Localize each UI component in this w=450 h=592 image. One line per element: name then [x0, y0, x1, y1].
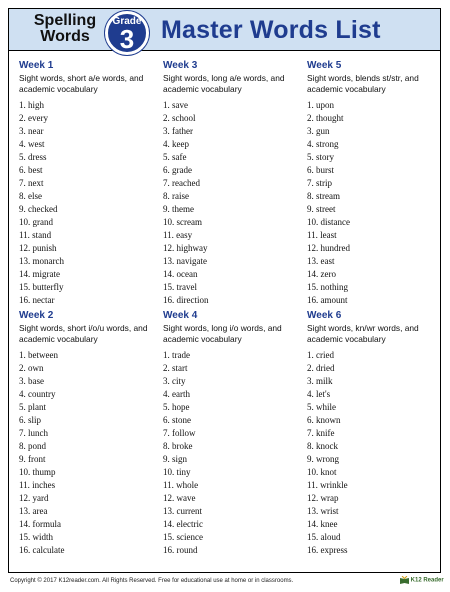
k12reader-logo[interactable] [400, 576, 444, 584]
list-item: 7. strip [307, 178, 333, 188]
week-title: Week 4 [163, 310, 198, 321]
list-item: 12. wrap [307, 493, 339, 503]
list-item: 2. every [19, 113, 48, 123]
list-item: 11. whole [163, 480, 199, 490]
list-item: 3. base [19, 376, 44, 386]
grade-label: Grade [112, 16, 142, 27]
list-item: 12. hundred [307, 243, 350, 253]
list-item: 12. punish [19, 243, 57, 253]
list-item: 4. earth [163, 389, 190, 399]
list-item: 14. electric [163, 519, 203, 529]
word-list [19, 99, 154, 307]
list-item: 5. dress [19, 152, 47, 162]
week-title: Week 6 [307, 310, 342, 321]
list-item: 12. wave [163, 493, 196, 503]
list-item: 16. calculate [19, 545, 65, 555]
list-item: 15. nothing [307, 282, 349, 292]
list-item: 3. near [19, 126, 44, 136]
list-item: 8. raise [163, 191, 189, 201]
list-item: 3. gun [307, 126, 330, 136]
list-item: 16. nectar [19, 295, 55, 305]
list-item: 16. direction [163, 295, 209, 305]
list-item: 16. amount [307, 295, 348, 305]
list-item: 5. while [307, 402, 336, 412]
list-item: 11. wrinkle [307, 480, 348, 490]
word-list [163, 349, 298, 557]
list-item: 6. burst [307, 165, 334, 175]
list-item: 1. between [19, 350, 58, 360]
list-item: 9. front [19, 454, 46, 464]
list-item: 6. slip [19, 415, 42, 425]
page-title: Master Words List [161, 16, 381, 44]
list-item: 4. keep [163, 139, 189, 149]
list-item: 3. city [163, 376, 186, 386]
list-item: 2. own [19, 363, 44, 373]
list-item: 8. broke [163, 441, 193, 451]
list-item: 15. science [163, 532, 203, 542]
brand-line-2: Words [40, 28, 90, 45]
list-item: 7. knife [307, 428, 335, 438]
brand-line-1: Spelling [33, 12, 97, 29]
list-item: 5. safe [163, 152, 187, 162]
copyright-footer: Copyright © 2017 K12reader.com. All Rights Reserved. Free for educational use at home or in classrooms. [10, 578, 294, 584]
list-item: 10. thump [19, 467, 56, 477]
list-item: 13. navigate [163, 256, 207, 266]
week-4-column [163, 309, 298, 557]
list-item: 1. high [19, 100, 45, 110]
week-description: Sight words, long i/o words, and academic vocabulary [163, 323, 282, 344]
spelling-words-brand [25, 13, 105, 45]
list-item: 2. thought [307, 113, 344, 123]
list-item: 9. street [307, 204, 336, 214]
list-item: 1. trade [163, 350, 190, 360]
list-item: 1. upon [307, 100, 334, 110]
list-item: 5. story [307, 152, 334, 162]
list-item: 15. travel [163, 282, 197, 292]
list-item: 9. wrong [307, 454, 339, 464]
list-item: 9. sign [163, 454, 188, 464]
list-item: 5. plant [19, 402, 46, 412]
list-item: 13. current [163, 506, 202, 516]
logo-text: K12 Reader [410, 577, 444, 584]
list-item: 13. area [19, 506, 48, 516]
list-item: 6. stone [163, 415, 191, 425]
week-description: Sight words, kn/wr words, and academic vocabulary [307, 323, 419, 344]
list-item: 12. yard [19, 493, 49, 503]
week-description: Sight words, long a/e words, and academic vocabulary [163, 73, 285, 94]
week-2-column [19, 309, 154, 557]
list-item: 12. highway [163, 243, 208, 253]
word-list [19, 349, 154, 557]
list-item: 6. best [19, 165, 43, 175]
grade-badge [105, 11, 149, 55]
week-description: Sight words, short i/o/u words, and academic vocabulary [19, 323, 148, 344]
grade-number: 3 [119, 24, 135, 54]
list-item: 14. knee [307, 519, 338, 529]
list-item: 13. monarch [19, 256, 64, 266]
book-icon [400, 576, 409, 584]
list-item: 10. scream [163, 217, 202, 227]
list-item: 4. let's [307, 389, 331, 399]
list-item: 3. father [163, 126, 193, 136]
word-list [307, 99, 442, 307]
list-item: 4. strong [307, 139, 339, 149]
list-item: 8. pond [19, 441, 46, 451]
list-item: 2. school [163, 113, 196, 123]
list-item: 5. hope [163, 402, 190, 412]
list-item: 13. wrist [307, 506, 339, 516]
list-item: 8. else [19, 191, 42, 201]
list-item: 11. least [307, 230, 337, 240]
list-item: 14. ocean [163, 269, 198, 279]
list-item: 7. follow [163, 428, 196, 438]
word-list [163, 99, 298, 307]
list-item: 1. cried [307, 350, 334, 360]
header-banner [9, 9, 440, 54]
list-item: 10. knot [307, 467, 337, 477]
list-item: 11. stand [19, 230, 52, 240]
week-title: Week 2 [19, 310, 54, 321]
week-title: Week 3 [163, 60, 198, 71]
list-item: 6. known [307, 415, 341, 425]
week-description: Sight words, short a/e words, and academic vocabulary [19, 73, 144, 94]
list-item: 15. aloud [307, 532, 341, 542]
list-item: 9. theme [163, 204, 194, 214]
list-item: 2. dried [307, 363, 335, 373]
list-item: 3. milk [307, 376, 333, 386]
list-item: 10. distance [307, 217, 350, 227]
week-1-column [19, 59, 154, 307]
list-item: 16. round [163, 545, 198, 555]
list-item: 13. east [307, 256, 335, 266]
list-item: 15. width [19, 532, 54, 542]
list-item: 15. butterfly [19, 282, 64, 292]
list-item: 7. lunch [19, 428, 48, 438]
list-item: 8. stream [307, 191, 340, 201]
list-item: 10. grand [19, 217, 53, 227]
list-item: 4. country [19, 389, 56, 399]
list-item: 14. formula [19, 519, 61, 529]
word-list [307, 349, 442, 557]
list-item: 7. next [19, 178, 44, 188]
week-title: Week 5 [307, 60, 342, 71]
list-item: 9. checked [19, 204, 58, 214]
worksheet [8, 8, 441, 573]
list-item: 2. start [163, 363, 188, 373]
list-item: 14. migrate [19, 269, 60, 279]
list-item: 16. express [307, 545, 348, 555]
week-description: Sight words, blends st/str, and academic vocabulary [307, 73, 419, 94]
list-item: 14. zero [307, 269, 336, 279]
list-item: 4. west [19, 139, 45, 149]
list-item: 11. inches [19, 480, 56, 490]
list-item: 7. reached [163, 178, 200, 188]
list-item: 11. easy [163, 230, 193, 240]
list-item: 10. tiny [163, 467, 191, 477]
week-3-column [163, 59, 298, 307]
week-5-column [307, 59, 442, 307]
week-title: Week 1 [19, 60, 54, 71]
list-item: 8. knock [307, 441, 338, 451]
list-item: 1. save [163, 100, 188, 110]
list-item: 6. grade [163, 165, 192, 175]
week-6-column [307, 309, 442, 557]
